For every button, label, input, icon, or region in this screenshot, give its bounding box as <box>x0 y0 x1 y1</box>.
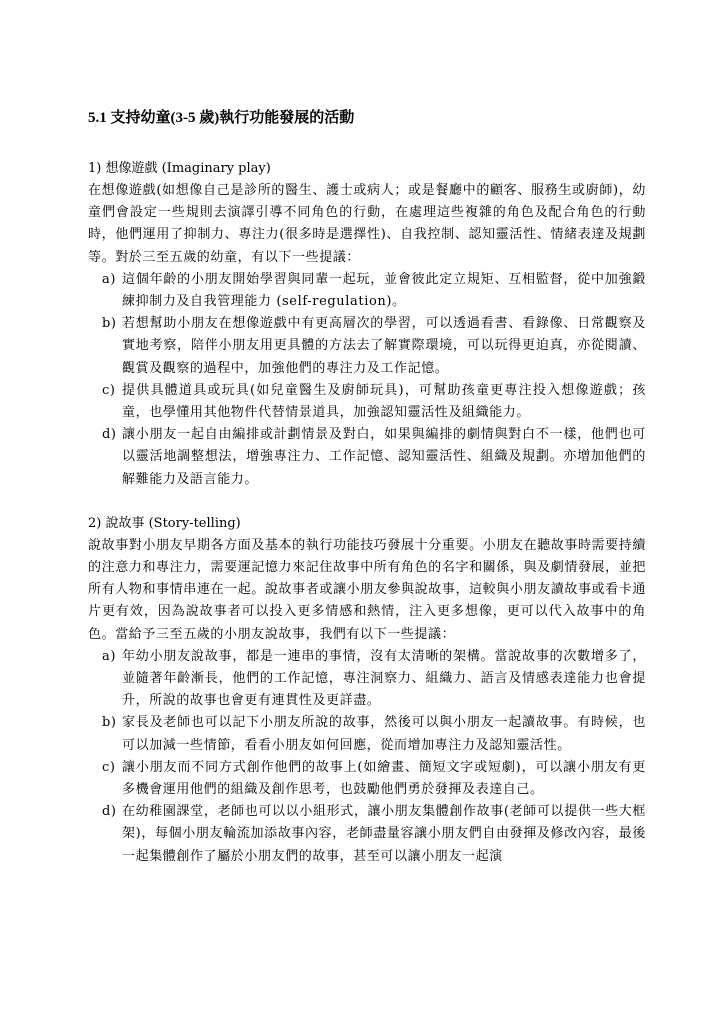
section-heading: 1) 想像遊戲 (Imaginary play) <box>88 161 271 176</box>
suggestion-list <box>88 646 646 868</box>
list-marker: c) <box>102 759 116 775</box>
list-marker: d) <box>102 427 117 443</box>
list-marker: b) <box>102 316 117 332</box>
list-item <box>88 269 646 313</box>
section-heading: 2) 說故事 (Story-telling) <box>88 515 241 531</box>
list-item-text: 在幼稚園課堂，老師也可以以小組形式，讓小朋友集體創作故事(老師可以提供一些大框架)，每個小朋友輪流加添故事內容，老師盡量容讓小朋友們自由發揮及修改內容，最後一起集體創作了屬於小朋友們的故事，甚至可以讓小朋友一起演 <box>122 804 646 864</box>
list-marker: d) <box>102 804 117 820</box>
list-item-text: 讓小朋友而不同方式創作他們的故事上(如繪畫、簡短文字或短劇)，可以讓小朋友有更多機會運用他們的組織及創作思考，也鼓勵他們勇於發揮及表達自己。 <box>122 759 646 798</box>
list-marker: c) <box>102 382 116 398</box>
list-item-text: 這個年齡的小朋友開始學習與同輩一起玩，並會彼此定立規矩、互相監督，從中加強鍛練抑制力及自我管理能力 (self-regulation)。 <box>122 271 646 310</box>
section-story-telling <box>88 513 646 868</box>
list-item <box>88 757 646 801</box>
page-title: 5.1 支持幼童(3-5 歲)執行功能發展的活動 <box>88 110 355 126</box>
section-intro: 在想像遊戲(如想像自己是診所的醫生、護士或病人；或是餐廳中的顧客、服務生或廚師)，幼童們會設定一些規則去演譯引導不同角色的行動，在處理這些複雜的角色及配合角色的行動時，他們運用了抑制力、專注力(很多時是選擇性)、自我控制、認知靈活性、情緒表達及規劃等。對於三至五歲的幼童，有以下一些提議： <box>88 183 646 265</box>
section-intro: 說故事對小朋友早期各方面及基本的執行功能技巧發展十分重要。小朋友在聽故事時需要持續的注意力和專注力，需要運記憶力來記住故事中所有角色的名字和關係，與及劇情發展，並把所有人物和事情串連在一起。說故事者或讓小朋友參與說故事，這較與小朋友讀故事或看卡通片更有效，因為說故事者可以投入更多情感和熱情，注入更多想像，更可以代入故事中的角色。當給予三至五歲的小朋友說故事，我們有以下一些提議： <box>88 537 646 642</box>
list-item-text: 家長及老師也可以記下小朋友所說的故事，然後可以與小朋友一起讀故事。有時候，也可以加減一些情節，看看小朋友如何回應，從而增加專注力及認知靈活性。 <box>122 715 646 753</box>
list-item-text: 年幼小朋友說故事，都是一連串的事情，沒有太清晰的架構。當說故事的次數增多了，並隨著年齡漸長，他們的工作記憶，專注洞察力、組織力、語言及情感表達能力也會提升，所說的故事也會更有連貫性及更詳盡。 <box>122 648 646 709</box>
list-item-text: 讓小朋友一起自由編排或計劃情景及對白，如果與編排的劇情與對白不一樣，他們也可以靈活地調整想法，增強專注力、工作記憶、認知靈活性、組織及規劃。亦增加他們的解難能力及語言能力。 <box>122 427 646 487</box>
list-item <box>88 313 646 380</box>
list-marker: a) <box>102 271 117 287</box>
list-item-text: 若想幫助小朋友在想像遊戲中有更高層次的學習，可以透過看書、看錄像、日常觀察及實地考察，陪伴小朋友用更具體的方法去了解實際環境，可以玩得更迫真，亦從閱讀、觀賞及觀察的過程中，加強他們的專注力及工作記憶。 <box>122 316 646 376</box>
document-page <box>88 108 646 868</box>
list-marker: a) <box>102 648 117 664</box>
list-item <box>88 646 646 713</box>
list-item <box>88 424 646 491</box>
section-imaginary-play <box>88 158 646 491</box>
list-marker: b) <box>102 715 117 731</box>
list-item <box>88 801 646 868</box>
list-item <box>88 712 646 756</box>
section-spacer <box>88 491 646 513</box>
list-item <box>88 380 646 424</box>
suggestion-list <box>88 269 646 491</box>
list-item-text: 提供具體道具或玩具(如兒童醫生及廚師玩具)，可幫助孩童更專注投入想像遊戲；孩童，也學懂用其他物件代替情景道具，加強認知靈活性及組織能力。 <box>122 382 646 421</box>
